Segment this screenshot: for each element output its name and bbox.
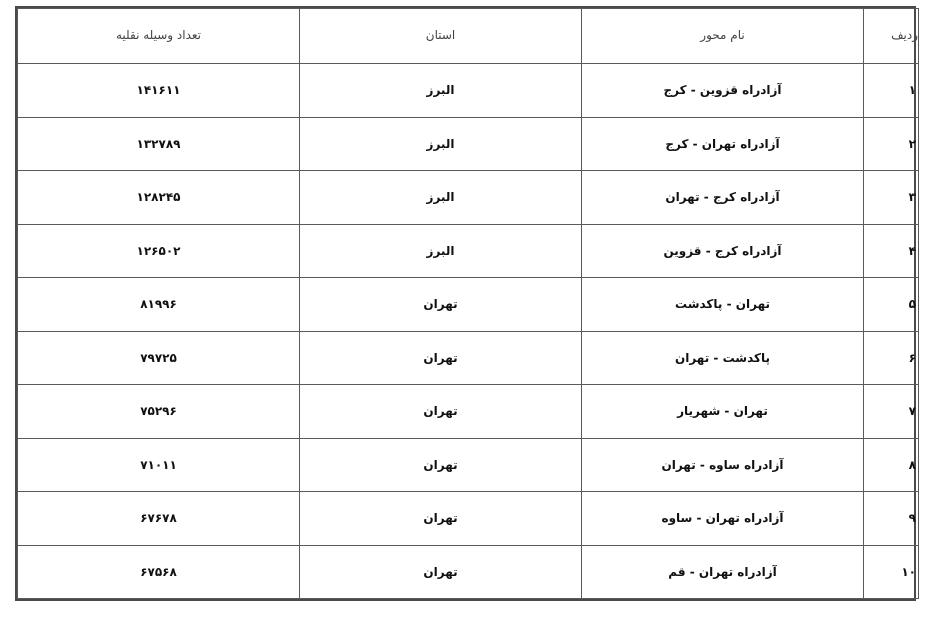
traffic-table <box>17 8 919 599</box>
cell-route-name: تهران - پاکدشت <box>582 278 864 332</box>
cell-route-name: آزادراه قزوین - کرج <box>582 64 864 118</box>
cell-route-name: تهران - شهریار <box>582 385 864 439</box>
header-row-number: ردیف <box>864 9 919 64</box>
cell-province: تهران <box>300 492 582 546</box>
cell-route-name: آزادراه تهران - کرج <box>582 117 864 171</box>
table-row <box>18 331 919 385</box>
cell-province: تهران <box>300 545 582 599</box>
cell-route-name: آزادراه کرج - تهران <box>582 171 864 225</box>
cell-row-number: ۹ <box>864 492 919 546</box>
cell-vehicle-count: ۱۴۱۶۱۱ <box>18 64 300 118</box>
traffic-table-container <box>15 6 916 601</box>
cell-province: تهران <box>300 438 582 492</box>
cell-province: تهران <box>300 278 582 332</box>
cell-vehicle-count: ۶۷۶۷۸ <box>18 492 300 546</box>
cell-row-number: ۷ <box>864 385 919 439</box>
table-header-row <box>18 9 919 64</box>
table-row <box>18 171 919 225</box>
cell-vehicle-count: ۸۱۹۹۶ <box>18 278 300 332</box>
cell-vehicle-count: ۶۷۵۶۸ <box>18 545 300 599</box>
cell-route-name: آزادراه ساوه - تهران <box>582 438 864 492</box>
table-row <box>18 492 919 546</box>
cell-province: البرز <box>300 117 582 171</box>
table-row <box>18 224 919 278</box>
table-row <box>18 64 919 118</box>
cell-province: البرز <box>300 64 582 118</box>
cell-row-number: ۶ <box>864 331 919 385</box>
header-vehicle-count: تعداد وسیله نقلیه <box>18 9 300 64</box>
cell-province: البرز <box>300 171 582 225</box>
cell-route-name: آزادراه تهران - قم <box>582 545 864 599</box>
table-row <box>18 438 919 492</box>
table-row <box>18 278 919 332</box>
cell-row-number: ۴ <box>864 224 919 278</box>
table-row <box>18 117 919 171</box>
header-route-name: نام محور <box>582 9 864 64</box>
header-province: استان <box>300 9 582 64</box>
cell-vehicle-count: ۱۲۶۵۰۲ <box>18 224 300 278</box>
cell-row-number: ۲ <box>864 117 919 171</box>
cell-province: تهران <box>300 331 582 385</box>
cell-vehicle-count: ۷۱۰۱۱ <box>18 438 300 492</box>
cell-province: تهران <box>300 385 582 439</box>
cell-vehicle-count: ۷۹۷۲۵ <box>18 331 300 385</box>
cell-vehicle-count: ۱۳۲۷۸۹ <box>18 117 300 171</box>
cell-vehicle-count: ۱۲۸۲۴۵ <box>18 171 300 225</box>
cell-route-name: پاکدشت - تهران <box>582 331 864 385</box>
cell-route-name: آزادراه کرج - قزوین <box>582 224 864 278</box>
cell-row-number: ۱ <box>864 64 919 118</box>
cell-vehicle-count: ۷۵۲۹۶ <box>18 385 300 439</box>
table-row <box>18 545 919 599</box>
cell-row-number: ۸ <box>864 438 919 492</box>
table-row <box>18 385 919 439</box>
cell-row-number: ۳ <box>864 171 919 225</box>
cell-route-name: آزادراه تهران - ساوه <box>582 492 864 546</box>
cell-row-number: ۱۰ <box>864 545 919 599</box>
cell-province: البرز <box>300 224 582 278</box>
cell-row-number: ۵ <box>864 278 919 332</box>
